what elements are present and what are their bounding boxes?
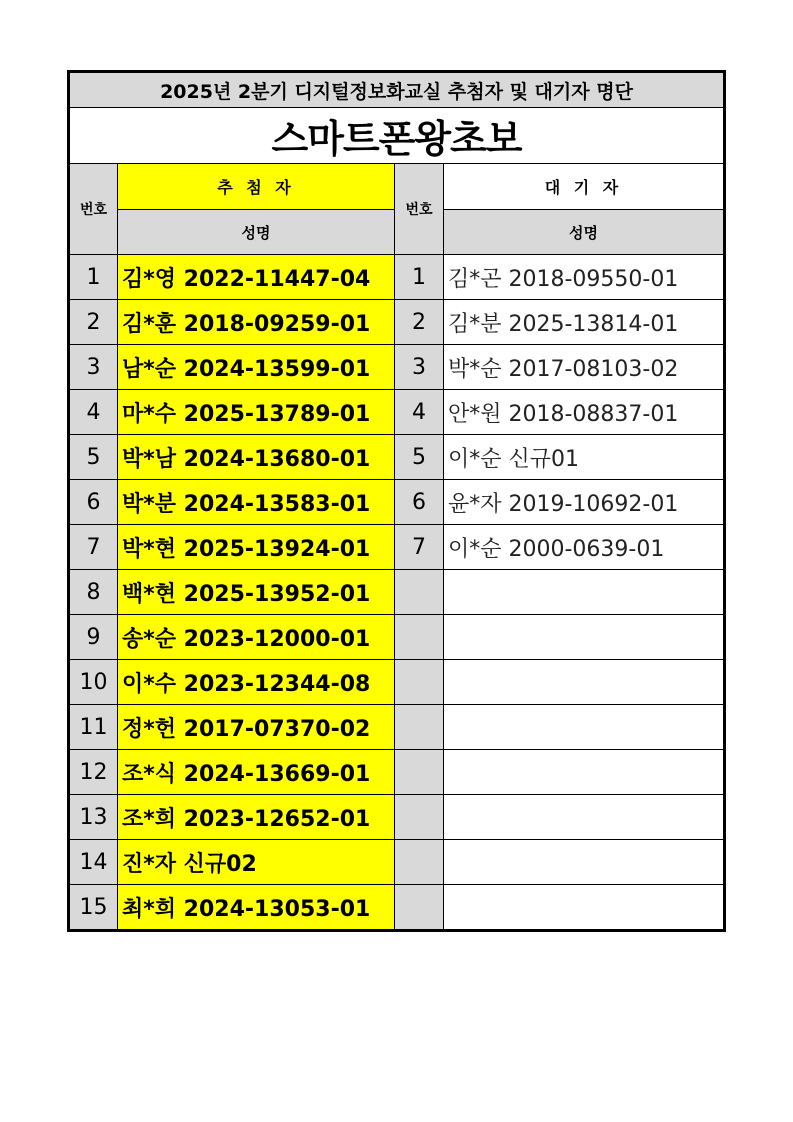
- waitlist-number: 2: [395, 300, 444, 345]
- selected-name: 최*희 2024-13053-01: [118, 885, 395, 930]
- selected-number: 14: [70, 840, 118, 885]
- selected-number: 13: [70, 795, 118, 840]
- selected-name: 박*현 2025-13924-01: [118, 525, 395, 570]
- waitlist-name: [444, 570, 724, 615]
- table-row: [70, 615, 724, 660]
- selected-number: 9: [70, 615, 118, 660]
- class-name: 스마트폰왕초보: [70, 108, 724, 164]
- roster-table: [69, 72, 724, 930]
- waitlist-number: 5: [395, 435, 444, 480]
- waitlist-name: 김*분 2025-13814-01: [444, 300, 724, 345]
- waitlist-number: 4: [395, 390, 444, 435]
- table-row: [70, 390, 724, 435]
- selected-name: 정*헌 2017-07370-02: [118, 705, 395, 750]
- waitlist-name: [444, 750, 724, 795]
- selected-name: 김*영 2022-11447-04: [118, 255, 395, 300]
- selected-number: 10: [70, 660, 118, 705]
- waitlist-name: 박*순 2017-08103-02: [444, 345, 724, 390]
- waitlist-number: [395, 570, 444, 615]
- selected-name: 남*순 2024-13599-01: [118, 345, 395, 390]
- waitlist-number: [395, 840, 444, 885]
- waitlist-number: [395, 750, 444, 795]
- table-row: [70, 525, 724, 570]
- waitlist-name: [444, 795, 724, 840]
- table-row: [70, 345, 724, 390]
- selected-name: 박*분 2024-13583-01: [118, 480, 395, 525]
- table-row: [70, 660, 724, 705]
- waitlist-name: 윤*자 2019-10692-01: [444, 480, 724, 525]
- waitlist-number: [395, 660, 444, 705]
- selected-number: 4: [70, 390, 118, 435]
- selected-number: 6: [70, 480, 118, 525]
- table-row: [70, 705, 724, 750]
- waitlist-name: 김*곤 2018-09550-01: [444, 255, 724, 300]
- selected-number-header: 번호: [70, 164, 118, 255]
- selected-number: 1: [70, 255, 118, 300]
- roster-sheet: [69, 72, 723, 930]
- waitlist-name: [444, 705, 724, 750]
- selected-name: 조*희 2023-12652-01: [118, 795, 395, 840]
- waitlist-number: 7: [395, 525, 444, 570]
- selected-number: 8: [70, 570, 118, 615]
- selected-name: 송*순 2023-12000-01: [118, 615, 395, 660]
- waitlist-name: [444, 660, 724, 705]
- selected-number: 11: [70, 705, 118, 750]
- waitlist-number: 1: [395, 255, 444, 300]
- waitlist-name: [444, 615, 724, 660]
- table-row: [70, 750, 724, 795]
- selected-name: 백*현 2025-13952-01: [118, 570, 395, 615]
- waitlist-number: [395, 885, 444, 930]
- table-row: [70, 840, 724, 885]
- selected-name: 진*자 신규02: [118, 840, 395, 885]
- waitlist-name: 안*원 2018-08837-01: [444, 390, 724, 435]
- selected-number: 7: [70, 525, 118, 570]
- table-row: [70, 300, 724, 345]
- selected-header: 추 첨 자: [118, 164, 395, 210]
- selected-name: 마*수 2025-13789-01: [118, 390, 395, 435]
- table-row: [70, 570, 724, 615]
- waitlist-number: 6: [395, 480, 444, 525]
- selected-name: 조*식 2024-13669-01: [118, 750, 395, 795]
- waitlist-name: 이*순 신규01: [444, 435, 724, 480]
- waitlist-number: [395, 795, 444, 840]
- waitlist-number: 3: [395, 345, 444, 390]
- table-row: [70, 795, 724, 840]
- selected-name-header: 성명: [118, 210, 395, 255]
- waitlist-header: 대 기 자: [444, 164, 724, 210]
- selected-number: 15: [70, 885, 118, 930]
- table-row: [70, 480, 724, 525]
- document-title: 2025년 2분기 디지털정보화교실 추첨자 및 대기자 명단: [70, 73, 724, 108]
- waitlist-name: [444, 885, 724, 930]
- table-row: [70, 255, 724, 300]
- selected-number: 12: [70, 750, 118, 795]
- selected-number: 5: [70, 435, 118, 480]
- waitlist-number: [395, 615, 444, 660]
- waitlist-number: [395, 705, 444, 750]
- selected-number: 2: [70, 300, 118, 345]
- table-row: [70, 885, 724, 930]
- waitlist-name-header: 성명: [444, 210, 724, 255]
- selected-name: 박*남 2024-13680-01: [118, 435, 395, 480]
- table-row: [70, 435, 724, 480]
- waitlist-number-header: 번호: [395, 164, 444, 255]
- selected-name: 이*수 2023-12344-08: [118, 660, 395, 705]
- selected-name: 김*훈 2018-09259-01: [118, 300, 395, 345]
- selected-number: 3: [70, 345, 118, 390]
- waitlist-name: 이*순 2000-0639-01: [444, 525, 724, 570]
- waitlist-name: [444, 840, 724, 885]
